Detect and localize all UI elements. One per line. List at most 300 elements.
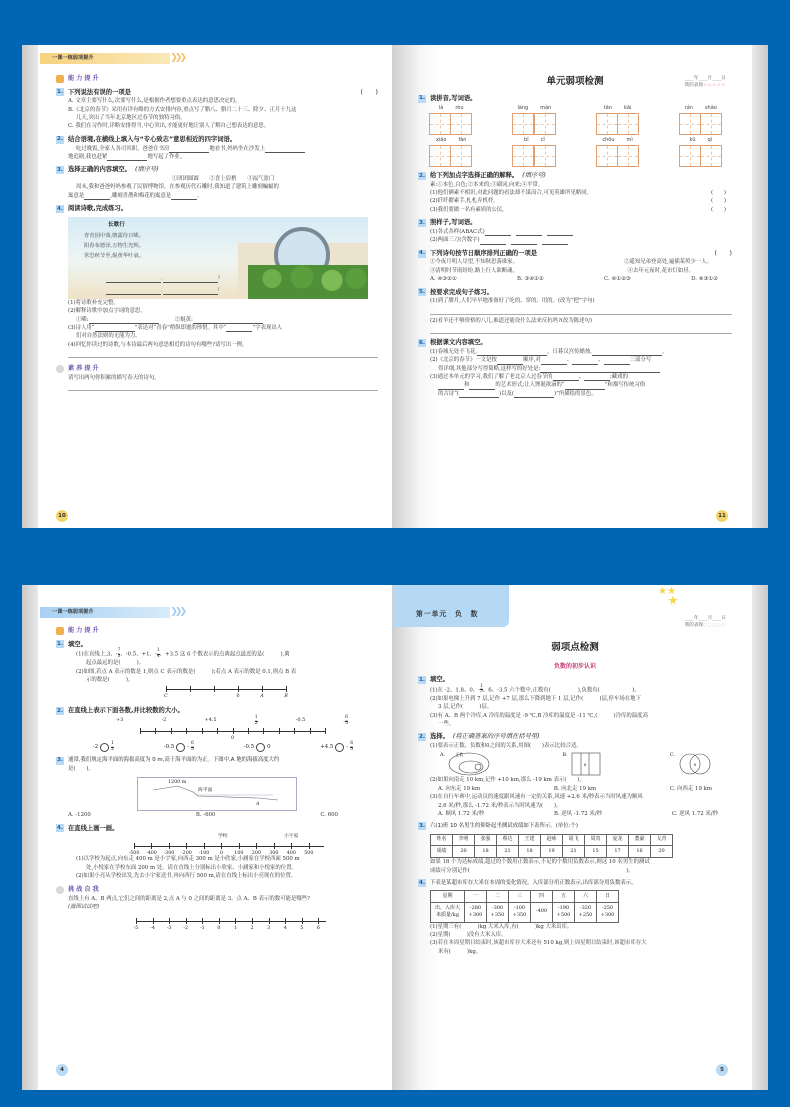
venn-diagram <box>678 752 712 776</box>
pinyin <box>685 105 717 113</box>
tick <box>134 843 135 849</box>
section-title: 挑战自我 <box>68 886 101 894</box>
table-header-cell: 一 <box>465 891 487 903</box>
table-header-cell: 三 <box>509 891 531 903</box>
question-number: 4. <box>418 250 426 257</box>
question-number: 3. <box>418 219 426 226</box>
circle-rating[interactable]: ○○○○○ <box>703 623 726 629</box>
poem-title: 长歌行 <box>108 221 125 228</box>
sub-question: (2)解释诗歌中加点字词的意思。 <box>68 308 146 315</box>
tick <box>252 918 253 924</box>
table-header-row <box>431 834 673 846</box>
answer-blank[interactable] <box>226 326 252 332</box>
pinyin <box>602 137 632 145</box>
table-header-cell: 蔡达 <box>497 834 519 846</box>
table-cell: 成绩 <box>431 846 453 858</box>
answer-blank[interactable] <box>106 277 161 283</box>
writing-grid[interactable] <box>513 113 555 135</box>
tick <box>186 918 187 924</box>
question-title: 按要求完成句子练习。 <box>430 288 493 296</box>
terrain-line <box>138 778 298 812</box>
grid-cell[interactable] <box>450 113 472 135</box>
tick <box>291 843 292 849</box>
writing-grid[interactable] <box>680 113 722 135</box>
text: (2)如图,若点 A 表示的数是 1,则点 C 表示的数是( );若点 A 表示的数是 0.1,则点 B 表 <box>76 668 297 675</box>
option-a: A. 文章主要写什么,次要写什么,是根据作者想要重点表达的意思决定的。 <box>68 98 241 105</box>
sub-question: (2)纤纤擢素手,札札弄机杼。 <box>430 198 499 205</box>
option: A. 向东走 19 km <box>438 785 481 792</box>
sub-question: (3)有 A、B 两个冷库,A 冷库的温度是 -9 ℃,B 冷库的温度是 -11 ℃,( )冷库的温度高 <box>430 712 648 719</box>
question-number: 3. <box>56 166 64 173</box>
poem-line: ③清明时节雨纷纷,路上行人欲断魂。 <box>430 267 518 274</box>
numerator: 1 <box>480 683 483 689</box>
option-c: C. 我们在习作时,详略安排得当,中心突出,才能更好地让别人了解自己想表达的意思。 <box>68 123 270 130</box>
number: -0.5 <box>243 744 255 751</box>
in-value: +350 <box>490 912 505 919</box>
table-cell <box>487 903 509 923</box>
pinyin-syllable: qì <box>707 137 713 144</box>
tick <box>217 728 218 734</box>
tick-label: 500 <box>304 851 314 857</box>
table-cell: 18 <box>475 846 497 858</box>
comparison <box>93 742 114 752</box>
number-line <box>133 916 326 931</box>
grid-cell[interactable] <box>679 113 701 135</box>
number: +4.5 <box>204 717 217 724</box>
writing-grid[interactable] <box>513 145 555 167</box>
question-number: 3. <box>418 823 426 830</box>
answer-blank[interactable] <box>541 359 567 365</box>
option: C. 逆风 1.72 米/秒 <box>671 810 718 817</box>
diagram-option-c[interactable] <box>670 752 712 776</box>
grid-cell[interactable] <box>534 113 556 135</box>
question-6 <box>418 338 732 348</box>
grid-cell[interactable] <box>429 113 451 135</box>
tick-label: 2 <box>250 925 254 931</box>
option: A. -1200 <box>68 812 91 819</box>
question-1 <box>418 94 732 104</box>
writing-grid[interactable] <box>430 145 472 167</box>
fraction <box>191 742 194 752</box>
performance-label: 我的表现 <box>684 83 703 89</box>
section-heading <box>56 364 378 374</box>
poem-line: 青青园中葵,朝露待日晞。 <box>84 232 144 239</box>
point-label: 0 <box>236 694 240 700</box>
star-rating[interactable]: ☆☆☆☆☆ <box>702 83 726 89</box>
tick-label: 0 <box>219 851 223 857</box>
option-letter: B. <box>562 752 568 759</box>
grid-cell[interactable] <box>450 145 472 167</box>
comparison <box>244 743 271 752</box>
pinyin <box>517 105 551 113</box>
option-letter: A. <box>440 752 446 759</box>
writing-grid[interactable] <box>680 145 722 167</box>
answer-blank[interactable] <box>542 239 568 245</box>
tick-label: -4 <box>150 925 155 931</box>
diagram-options <box>418 750 732 776</box>
pinyin-syllable: xiāo <box>435 137 447 144</box>
number-line <box>166 684 286 702</box>
number: -2 <box>92 744 99 751</box>
pinyin <box>436 137 466 145</box>
bottom-spread <box>22 585 768 1090</box>
pinyin-row <box>418 135 732 167</box>
compare-circle[interactable] <box>100 743 109 752</box>
out-value: -320 <box>579 904 592 911</box>
pinyin <box>439 105 464 113</box>
question-4 <box>418 249 732 259</box>
options: ①团团圆圆 ②喜上眉梢 ③福气盈门 <box>171 176 275 183</box>
comparison <box>320 742 353 752</box>
table-row <box>431 903 619 923</box>
question-number: 4. <box>56 205 64 212</box>
question-title: 选择。 <box>430 733 449 741</box>
table-header-cell: 六 <box>575 891 597 903</box>
axis-line <box>136 921 326 922</box>
question-title: 填空。 <box>430 676 449 684</box>
tick <box>169 918 170 924</box>
comparison <box>164 742 194 752</box>
tick <box>221 843 222 849</box>
pinyin-syllable: màn <box>540 105 552 112</box>
table-header-cell: 王建 <box>519 834 541 846</box>
trophy-icon <box>56 627 64 635</box>
date-stamp <box>685 615 726 630</box>
option: B. -600 <box>195 812 216 819</box>
question-title: 下列说法有误的一项是 <box>68 88 131 96</box>
tick <box>310 728 311 734</box>
tick-label: 200 <box>251 851 261 857</box>
pinyin-item <box>513 105 555 135</box>
point-label: A <box>260 694 264 700</box>
answer-blank[interactable] <box>497 359 523 365</box>
in-value: +250 <box>578 912 593 919</box>
writing-grid[interactable] <box>596 113 638 135</box>
text: )”所描绘的景色。 <box>554 390 597 397</box>
table-cell <box>531 903 553 923</box>
grid-cell[interactable] <box>534 145 556 167</box>
compare-circle[interactable] <box>176 743 185 752</box>
text: ”表达对“青春”稍纵即逝的珍惜。其中“ <box>134 325 227 332</box>
tick <box>214 686 215 692</box>
sub-question: (3)我们要做一名有素质的公民。 <box>430 206 508 213</box>
question-3 <box>418 218 732 228</box>
option: B. ③④①② <box>516 276 544 283</box>
writing-grid[interactable] <box>430 113 472 135</box>
grid-cell[interactable] <box>617 113 639 135</box>
comparison-row <box>56 742 378 752</box>
grid-cell[interactable] <box>700 113 722 135</box>
page-11: ____年____月____日 我的表现☆☆☆☆☆ 单元弱项检测 1. 读拼音,写词语。 là ròu làng màn tān kāi rán shāo xiāo fàn bǐ cǐ chōu mì kū qì 2. 给下列加点字选择正确的解释。 (填序号) 素:①本色,白色;②本来的;③副词,向来;④平常。 (1)他们俩素不相识,对此问题的看法却不谋而合,可见英雄所见略同。 ( ) (2)纤纤擢素手,札札弄机杼。 ( ) (3)我们要做一名有素质的公民。 ( ) 3. 照样子,写词语。 (1)各式各样(ABAC式) (2)两面三刀(含数字) 4. 下列诗句按节日顺序排列正确的一项是 ( ) ①今夜月明人尽望,不知秋思落谁家。 ②遥知兄弟登高处,遍插茱萸少一人。 ③清明时节雨纷纷,路上行人欲断魂。 ④去年元夜时,花市灯如昼。 A. ④③②① B. ③④①② C. ④①②③ D. ④③①② 5. 按要求完成句子练习。 (1)到了腊月,人们早早地准备好了吃的、穿的、用的。(改为“把”字句) (2)看羊还不够资格的八儿,难道还能设什么法来反抗吗?(改为陈述句) 6. 根据课文内容填空。 (1)春城无处不飞花, 。日暮汉宫传蜡烛, 。 (2)《北京的春节》一文是按 顺序,对 、 、 三部分写 得详细,其他部分写得简略,这样写的好处是: (3)通过本单元的学习,我们了解了老北京人过春节的 、 ;藏戏的 和 的艺术形式;让人馋涎欲滴的“ ”和描写传统习俗 的古诗“( )以及( )”所描绘的景色。 11 <box>394 45 750 528</box>
sub-question: (2)两面三刀(含数字) <box>430 237 480 244</box>
numerator: 1 <box>156 648 160 654</box>
tick <box>204 843 205 849</box>
question-title: 六(1)班 10 名男生的仰卧起坐测试成绩如下表所示。(单位:个) <box>430 823 578 830</box>
table-cell <box>509 903 531 923</box>
tick <box>325 728 326 734</box>
answer-paren[interactable]: ( ) <box>711 190 726 197</box>
table-cell: 17 <box>607 846 629 858</box>
tick-label: 300 <box>269 851 279 857</box>
question-1 <box>418 675 732 685</box>
answer-blank[interactable] <box>106 289 161 295</box>
tick-label: 3 <box>267 925 271 931</box>
sub-question: (1)到了腊月,人们早早地准备好了吃的、穿的、用的。(改为“把”字句) <box>430 298 595 305</box>
pinyin-syllable: là <box>438 105 444 112</box>
diagram-option-b[interactable] <box>562 752 600 776</box>
question-title: 照样子,写词语。 <box>430 219 477 227</box>
question-number: 2. <box>418 172 426 179</box>
date-field[interactable]: ____年____月____日 <box>684 616 726 621</box>
svg-text:0: 0 <box>693 762 697 768</box>
answer-blank[interactable] <box>469 384 495 390</box>
text: (3)通过本单元的学习,我们了解了老北京人过春节的 <box>430 373 553 380</box>
table-header-cell: 星期 <box>431 891 465 903</box>
text: 请写出两句你积累的描写春天的诗句。 <box>68 374 160 381</box>
number-line <box>140 726 325 740</box>
tick <box>186 843 187 849</box>
pinyin-syllable: làng <box>517 105 529 112</box>
flag-icon <box>56 886 64 894</box>
text: 顺序,对 <box>522 357 541 364</box>
answer-paren[interactable]: ( ) <box>714 249 732 257</box>
question-number: 1. <box>418 95 426 102</box>
question-title: 根据课文内容填空。 <box>430 339 487 347</box>
tick <box>285 918 286 924</box>
table-cell: 21 <box>563 846 585 858</box>
text: 们对自然法则的无能为力。 <box>76 333 141 340</box>
answer-paren[interactable]: ( ) <box>711 198 726 205</box>
option: B. 向北走 19 km <box>553 785 597 792</box>
text: 周末,我和爸爸妈妈参观了民俗博物馆。在参观历代石雕时,我知道了建筑上雕刻蝙蝠的 <box>76 184 279 191</box>
answer-line[interactable] <box>430 314 732 315</box>
book-edge <box>22 585 38 1090</box>
pinyin-item <box>430 105 472 135</box>
text: 地看书,妈妈坐在沙发上 <box>209 145 265 152</box>
challenge-text: 直线上有 A、B 两点,它们之间的距离是 2,点 A 与 0 之间的距离是 3。点 A、B 表示的数可能是哪些? <box>68 896 311 903</box>
answer-paren[interactable]: ( ) <box>711 206 726 213</box>
in-value: +350 <box>512 912 527 919</box>
answer-line[interactable] <box>68 390 378 391</box>
numerator: 7 <box>117 648 121 654</box>
rice-table <box>430 890 619 922</box>
in-value: +500 <box>556 912 571 919</box>
grid-cell[interactable] <box>596 145 618 167</box>
tick <box>238 686 239 692</box>
answer-blank[interactable] <box>84 194 110 200</box>
pinyin-syllable: rán <box>684 105 693 112</box>
numerator: 6 <box>191 741 194 747</box>
text: (2)《北京的春节》一文是按 <box>430 357 497 364</box>
question-number: 2. <box>56 136 64 143</box>
option: C. 向西走 19 km <box>669 785 712 792</box>
chevron-icon: ❯❯❯ <box>170 607 184 617</box>
hanging-stars-icon: ★★ ★ <box>658 586 678 607</box>
writing-grid[interactable] <box>596 145 638 167</box>
tick-label: -2 <box>183 925 189 931</box>
tick <box>169 843 170 849</box>
scores-table <box>430 834 673 859</box>
unit-header <box>394 585 509 627</box>
page-number: 4 <box>56 1064 68 1076</box>
text: (1)在直线上,3、- <box>76 651 118 658</box>
text: 、+3.5 这 6 个数表示的点离起点最近的是( ),离 <box>159 651 290 658</box>
tick <box>153 918 154 924</box>
answer-blank[interactable] <box>265 147 305 153</box>
sub-question: (2)如果小亮从学校出发,先去小宇家送书,再向西行 500 m,请在直线上标出小亮现在的位置。 <box>76 873 297 880</box>
tick <box>190 686 191 692</box>
answer-blank[interactable] <box>107 155 147 161</box>
point-label: B <box>284 694 288 700</box>
answer-blank[interactable] <box>572 359 598 365</box>
question-text: 是( )。 <box>68 765 94 772</box>
compare-circle[interactable] <box>256 743 265 752</box>
answer-paren[interactable]: ( ) <box>360 88 378 96</box>
text: 、6、-3.5 六个数中,正数有( ),负数有( )。 <box>482 687 640 694</box>
answer-blank[interactable] <box>438 384 464 390</box>
sub-question: (1)星期三有( )kg 大米入库,有( )kg 大米出库。 <box>430 923 573 930</box>
text: 地写起了作业。 <box>147 153 186 160</box>
answer-blank[interactable] <box>163 277 218 283</box>
question-title: 给下列加点字选择正确的解释。 <box>430 171 519 179</box>
table-cell: 20 <box>651 846 673 858</box>
question-hint: (将正确答案的序号填在括号里) <box>452 733 540 741</box>
pinyin-row <box>418 103 732 135</box>
grid-cell[interactable] <box>617 145 639 167</box>
answer-blank[interactable] <box>171 194 197 200</box>
grid-cell[interactable] <box>429 145 451 167</box>
tick <box>269 918 270 924</box>
table-cell <box>465 903 487 923</box>
question-4 <box>56 204 378 214</box>
cell-value: -400 <box>535 908 548 915</box>
table-cell: 15 <box>585 846 607 858</box>
sub-question: (2)如果向南走 10 km,记作 +10 km,那么 -19 km 表示( )。 <box>430 777 585 784</box>
definition: 素:①本色,白色;②本来的;③副词,向来;④平常。 <box>430 181 544 188</box>
grid-cell[interactable] <box>512 145 534 167</box>
question-number: 2. <box>418 733 426 740</box>
out-value: -250 <box>601 904 614 911</box>
text: 和 <box>464 382 470 389</box>
date-field[interactable]: ____年____月____日 <box>684 76 726 81</box>
answer-line[interactable] <box>68 357 378 358</box>
answer-blank[interactable] <box>511 239 537 245</box>
sign: - <box>187 744 190 751</box>
grid-cell[interactable] <box>679 145 701 167</box>
question-title: 在直线上画一画。 <box>68 824 119 832</box>
question-3 <box>56 165 378 175</box>
pinyin <box>689 137 712 145</box>
numerator: 6 <box>345 715 348 721</box>
tick <box>235 918 236 924</box>
answer-blank[interactable] <box>514 392 554 398</box>
table-cell: 20 <box>453 846 475 858</box>
bulb-icon <box>56 365 64 373</box>
text: ;藏戏的 <box>609 373 628 380</box>
pinyin-syllable: chōu <box>602 137 615 144</box>
text: 吃过晚饭,全家人各司其职。爸爸在书房 <box>76 145 170 152</box>
answer-blank[interactable] <box>163 289 218 295</box>
altitude-label: 1200 m <box>168 780 187 786</box>
answer-blank[interactable] <box>565 384 605 390</box>
tick <box>263 728 264 734</box>
table-header-row <box>431 891 619 903</box>
text: (1)春城无处不飞花, <box>430 348 478 355</box>
tick-label: 6 <box>316 925 320 931</box>
pinyin-syllable: bǐ <box>524 137 529 144</box>
numerator: 6 <box>350 741 354 747</box>
compare-circle[interactable] <box>335 743 344 752</box>
answer-blank[interactable] <box>604 359 630 365</box>
page-5 <box>394 585 750 1090</box>
denominator: 2 <box>111 746 115 752</box>
sub-question: 2.6 米/秒,那么 -1.72 米/秒表示当时风速为( )。 <box>438 802 562 809</box>
question-hint: (填序号) <box>522 171 546 179</box>
tick <box>294 728 295 734</box>
text: 。 <box>661 348 668 355</box>
grid-cell[interactable] <box>596 113 618 135</box>
svg-text:0: 0 <box>583 762 586 768</box>
sub-question: (3)在自行车赛中,运动员的速度跟风速有一定的关系,风速 +2.6 米/秒表示当时风速为顺风 <box>430 794 643 801</box>
sign: - <box>346 744 349 751</box>
question-number: 4. <box>418 879 426 886</box>
option-b-cont: 几天,突出了当年北京地区过春节的独特习俗。 <box>76 115 186 122</box>
point-a-label: A <box>256 802 260 808</box>
sub-question: (1)将诗歌补充完整。 <box>68 299 119 306</box>
performance-label: 我的表现 <box>684 623 704 629</box>
tick-label: -300 <box>163 851 175 857</box>
number: +3 <box>116 717 124 724</box>
fraction <box>350 742 353 752</box>
answer-line[interactable] <box>430 333 732 334</box>
text: 。 <box>197 192 203 199</box>
partition-diagram <box>571 752 601 776</box>
pinyin-item <box>513 137 555 167</box>
table-header-cell: 五 <box>553 891 575 903</box>
number: +4.5 <box>320 744 334 751</box>
numerator: 1 <box>111 741 115 747</box>
tick <box>302 918 303 924</box>
section-heading <box>56 885 378 895</box>
school-label: 学校 <box>218 834 228 840</box>
answer-blank[interactable] <box>459 392 499 398</box>
text: ,雕刻喜鹊和梅花的寓意是 <box>110 192 172 199</box>
page-number: 5 <box>716 1064 728 1076</box>
out-value: -280 <box>469 904 482 911</box>
zero-label: 0 <box>230 736 235 742</box>
poem-lines <box>84 231 144 261</box>
poem-line: ①今夜月明人尽望,不知秋思落谁家。 <box>430 259 518 266</box>
text: 。日暮汉宫传蜡烛, <box>547 348 592 355</box>
poem-line: 常恐秋节至,焜黄华叶衰。 <box>84 253 144 260</box>
text: ①晞: <box>76 316 89 323</box>
answer-blank[interactable] <box>480 239 506 245</box>
diagram-option-a[interactable]: A. 正数 <box>440 752 493 776</box>
poem-line: 阳春布德泽,万物生光辉。 <box>84 243 144 250</box>
trophy-icon <box>56 75 64 83</box>
sub-question: 处,小悦家在学校东面 200 m 处。请在直线上分别标出小欣家、小涵家和小悦家的位置。 <box>86 864 297 871</box>
page-subtitle: 负数的初步认识 <box>553 662 596 670</box>
out-value: -300 <box>491 904 504 911</box>
home-label: 小宇家 <box>284 834 299 840</box>
question-title: 在直线上表示下面各数,并比较数的大小。 <box>68 707 184 715</box>
tick <box>318 918 319 924</box>
grid-cell[interactable] <box>700 145 722 167</box>
question-2 <box>56 135 378 145</box>
question-5 <box>418 288 732 298</box>
denominator: 5 <box>345 720 348 726</box>
grid-cell[interactable] <box>512 113 534 135</box>
